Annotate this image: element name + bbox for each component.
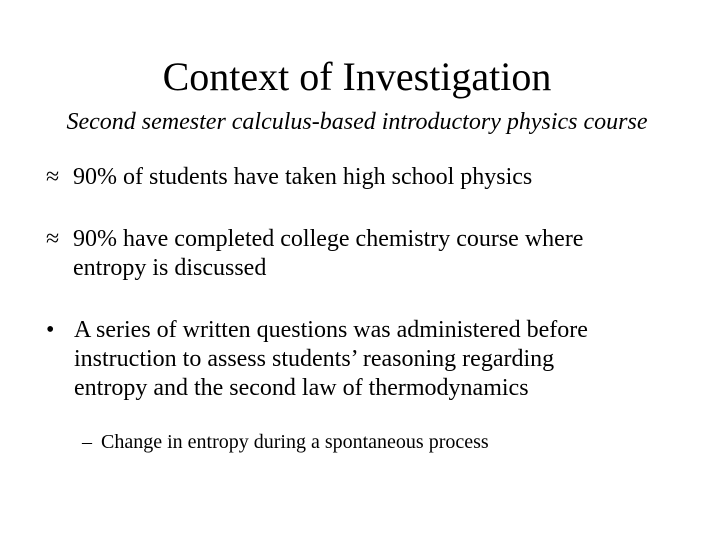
approx-symbol: ≈ xyxy=(46,226,60,252)
slide-title: Context of Investigation xyxy=(162,54,552,99)
point-high-school-physics xyxy=(46,163,686,192)
point-text: 90% have completed college chemistry course where entropy is discussed xyxy=(73,226,584,281)
approx-symbol: ≈ xyxy=(46,164,60,190)
dash-bullet-icon: – xyxy=(82,431,92,453)
point-college-chemistry xyxy=(46,225,686,283)
point-text: A series of written questions was administered before instruction to assess students’ reasoning regarding entropy and the second law of thermodynamics xyxy=(74,317,588,401)
point-written-questions xyxy=(46,316,686,403)
bullet-icon: • xyxy=(46,317,55,343)
subpoint-entropy-change xyxy=(82,428,489,456)
point-text: 90% of students have taken high school physics xyxy=(73,164,533,190)
slide-subtitle: Second semester calculus-based introductory physics course xyxy=(66,109,648,135)
subpoint-text: Change in entropy during a spontaneous process xyxy=(101,431,489,453)
